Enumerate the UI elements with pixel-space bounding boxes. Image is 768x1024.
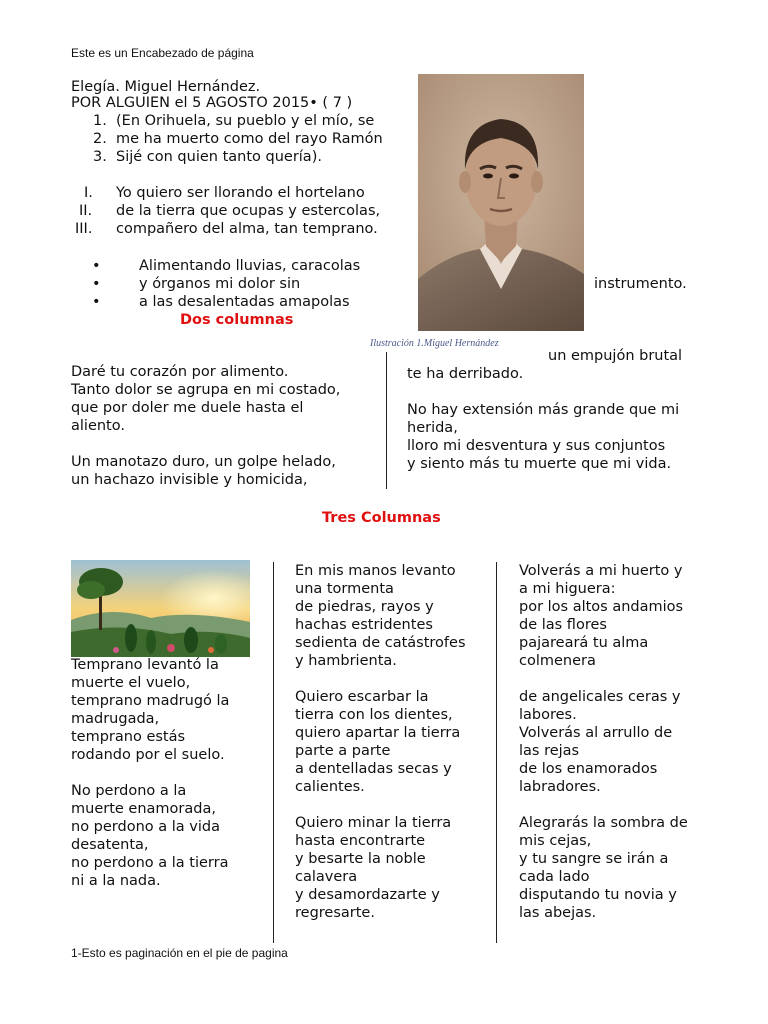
verse-line: madrugada, [71,711,160,727]
list-item: me ha muerto como del rayo Ramón [116,131,383,147]
list-item: a las desalentadas amapolas [139,294,350,310]
verse-line: herida, [407,420,458,436]
verse-line [519,796,719,814]
verse-line: colmenera [519,653,596,669]
column-divider [273,562,274,943]
verse-line: Quiero escarbar la [295,689,429,705]
verse-line [519,670,719,688]
verse-line: parte a parte [295,743,391,759]
landscape-photo [71,560,250,657]
list-item: y órganos mi dolor sin [139,276,301,292]
poem-byline: POR ALGUIEN el 5 AGOSTO 2015• ( 7 ) [71,95,353,111]
two-col-left [71,363,371,489]
portrait-photo [418,74,584,331]
verse-line: de angelicales ceras y [519,689,681,705]
list-item: (En Orihuela, su pueblo y el mío, se [116,113,375,129]
list-marker: 3. [93,149,107,165]
verse-line: no perdono a la tierra [71,855,229,871]
verse-line: labores. [519,707,577,723]
verse-line: de las flores [519,617,607,633]
verse-line: rodando por el suelo. [71,747,225,763]
column-divider [386,352,387,489]
list-marker: 1. [93,113,107,129]
three-col-1 [71,656,261,890]
verse-line: las rejas [519,743,580,759]
verse-line: disputando tu novia y [519,887,677,903]
instrumento-text: instrumento. [594,276,687,292]
verse-line: calientes. [295,779,365,795]
verse-line: y tu sangre se irán a [519,851,669,867]
verse-line [407,383,707,401]
verse-line: quiero apartar la tierra [295,725,461,741]
verse-line [295,796,485,814]
portrait-image [418,74,584,331]
column-divider [496,562,497,943]
list-item: Alimentando lluvias, caracolas [139,258,361,274]
verse-line: temprano estás [71,729,186,745]
verse-line: Volverás al arrullo de [519,725,673,741]
list-marker: I. [84,185,93,201]
section-title-dos-columnas: Dos columnas [180,312,294,328]
two-col-right-first: un empujón brutal [548,348,683,364]
verse-line: muerte el vuelo, [71,675,191,691]
verse-line: lloro mi desventura y sus conjuntos [407,438,666,454]
verse-line: de los enamorados [519,761,658,777]
verse-line: Quiero minar la tierra [295,815,452,831]
verse-line: a dentelladas secas y [295,761,452,777]
verse-line: calavera [295,869,358,885]
poem-title: Elegía. Miguel Hernández. [71,79,261,95]
verse-line: y desamordazarte y [295,887,440,903]
verse-line: labradores. [519,779,601,795]
verse-line: y besarte la noble [295,851,426,867]
bullet-marker: • [92,258,101,274]
photo-caption: Ilustración 1.Miguel Hernández [370,338,499,349]
verse-line: sedienta de catástrofes [295,635,466,651]
verse-line: hasta encontrarte [295,833,426,849]
verse-line: Daré tu corazón por alimento. [71,364,289,380]
section-title-tres-columnas: Tres Columnas [322,510,441,526]
verse-line: desatenta, [71,837,149,853]
verse-line: Un manotazo duro, un golpe helado, [71,454,336,470]
three-col-3 [519,562,719,922]
verse-line [295,670,485,688]
verse-line: las abejas. [519,905,597,921]
verse-line: por los altos andamios [519,599,684,615]
list-item: Yo quiero ser llorando el hortelano [116,185,365,201]
verse-line: muerte enamorada, [71,801,216,817]
verse-line: cada lado [519,869,590,885]
verse-line: y siento más tu muerte que mi vida. [407,456,672,472]
three-col-2 [295,562,485,922]
list-marker: 2. [93,131,107,147]
verse-line: aliento. [71,418,125,434]
verse-line: una tormenta [295,581,394,597]
verse-line: no perdono a la vida [71,819,220,835]
verse-line: temprano madrugó la [71,693,230,709]
verse-line: regresarte. [295,905,375,921]
verse-line: un hachazo invisible y homicida, [71,472,308,488]
list-marker: III. [75,221,93,237]
verse-line: te ha derribado. [407,366,524,382]
landscape-image [71,560,250,657]
verse-line: Temprano levantó la [71,657,219,673]
list-marker: II. [79,203,93,219]
verse-line: de piedras, rayos y [295,599,434,615]
verse-line: hachas estridentes [295,617,433,633]
verse-line: ni a la nada. [71,873,161,889]
verse-line: a mi higuera: [519,581,616,597]
two-col-right [407,365,707,473]
page-header: Este es un Encabezado de página [71,46,254,60]
list-item: de la tierra que ocupas y estercolas, [116,203,381,219]
verse-line: En mis manos levanto [295,563,456,579]
verse-line: que por doler me duele hasta el [71,400,304,416]
verse-line [71,764,261,782]
verse-line: No perdono a la [71,783,187,799]
verse-line: mis cejas, [519,833,592,849]
verse-line: y hambrienta. [295,653,397,669]
verse-line: Tanto dolor se agrupa en mi costado, [71,382,341,398]
bullet-marker: • [92,294,101,310]
verse-line: pajareará tu alma [519,635,649,651]
verse-line: Alegrarás la sombra de [519,815,688,831]
page-footer: 1-Esto es paginación en el pie de pagina [71,946,288,960]
verse-line [71,435,371,453]
list-item: Sijé con quien tanto quería). [116,149,322,165]
list-item: compañero del alma, tan temprano. [116,221,378,237]
verse-line: tierra con los dientes, [295,707,453,723]
verse-line: Volverás a mi huerto y [519,563,683,579]
bullet-marker: • [92,276,101,292]
verse-line: No hay extensión más grande que mi [407,402,680,418]
